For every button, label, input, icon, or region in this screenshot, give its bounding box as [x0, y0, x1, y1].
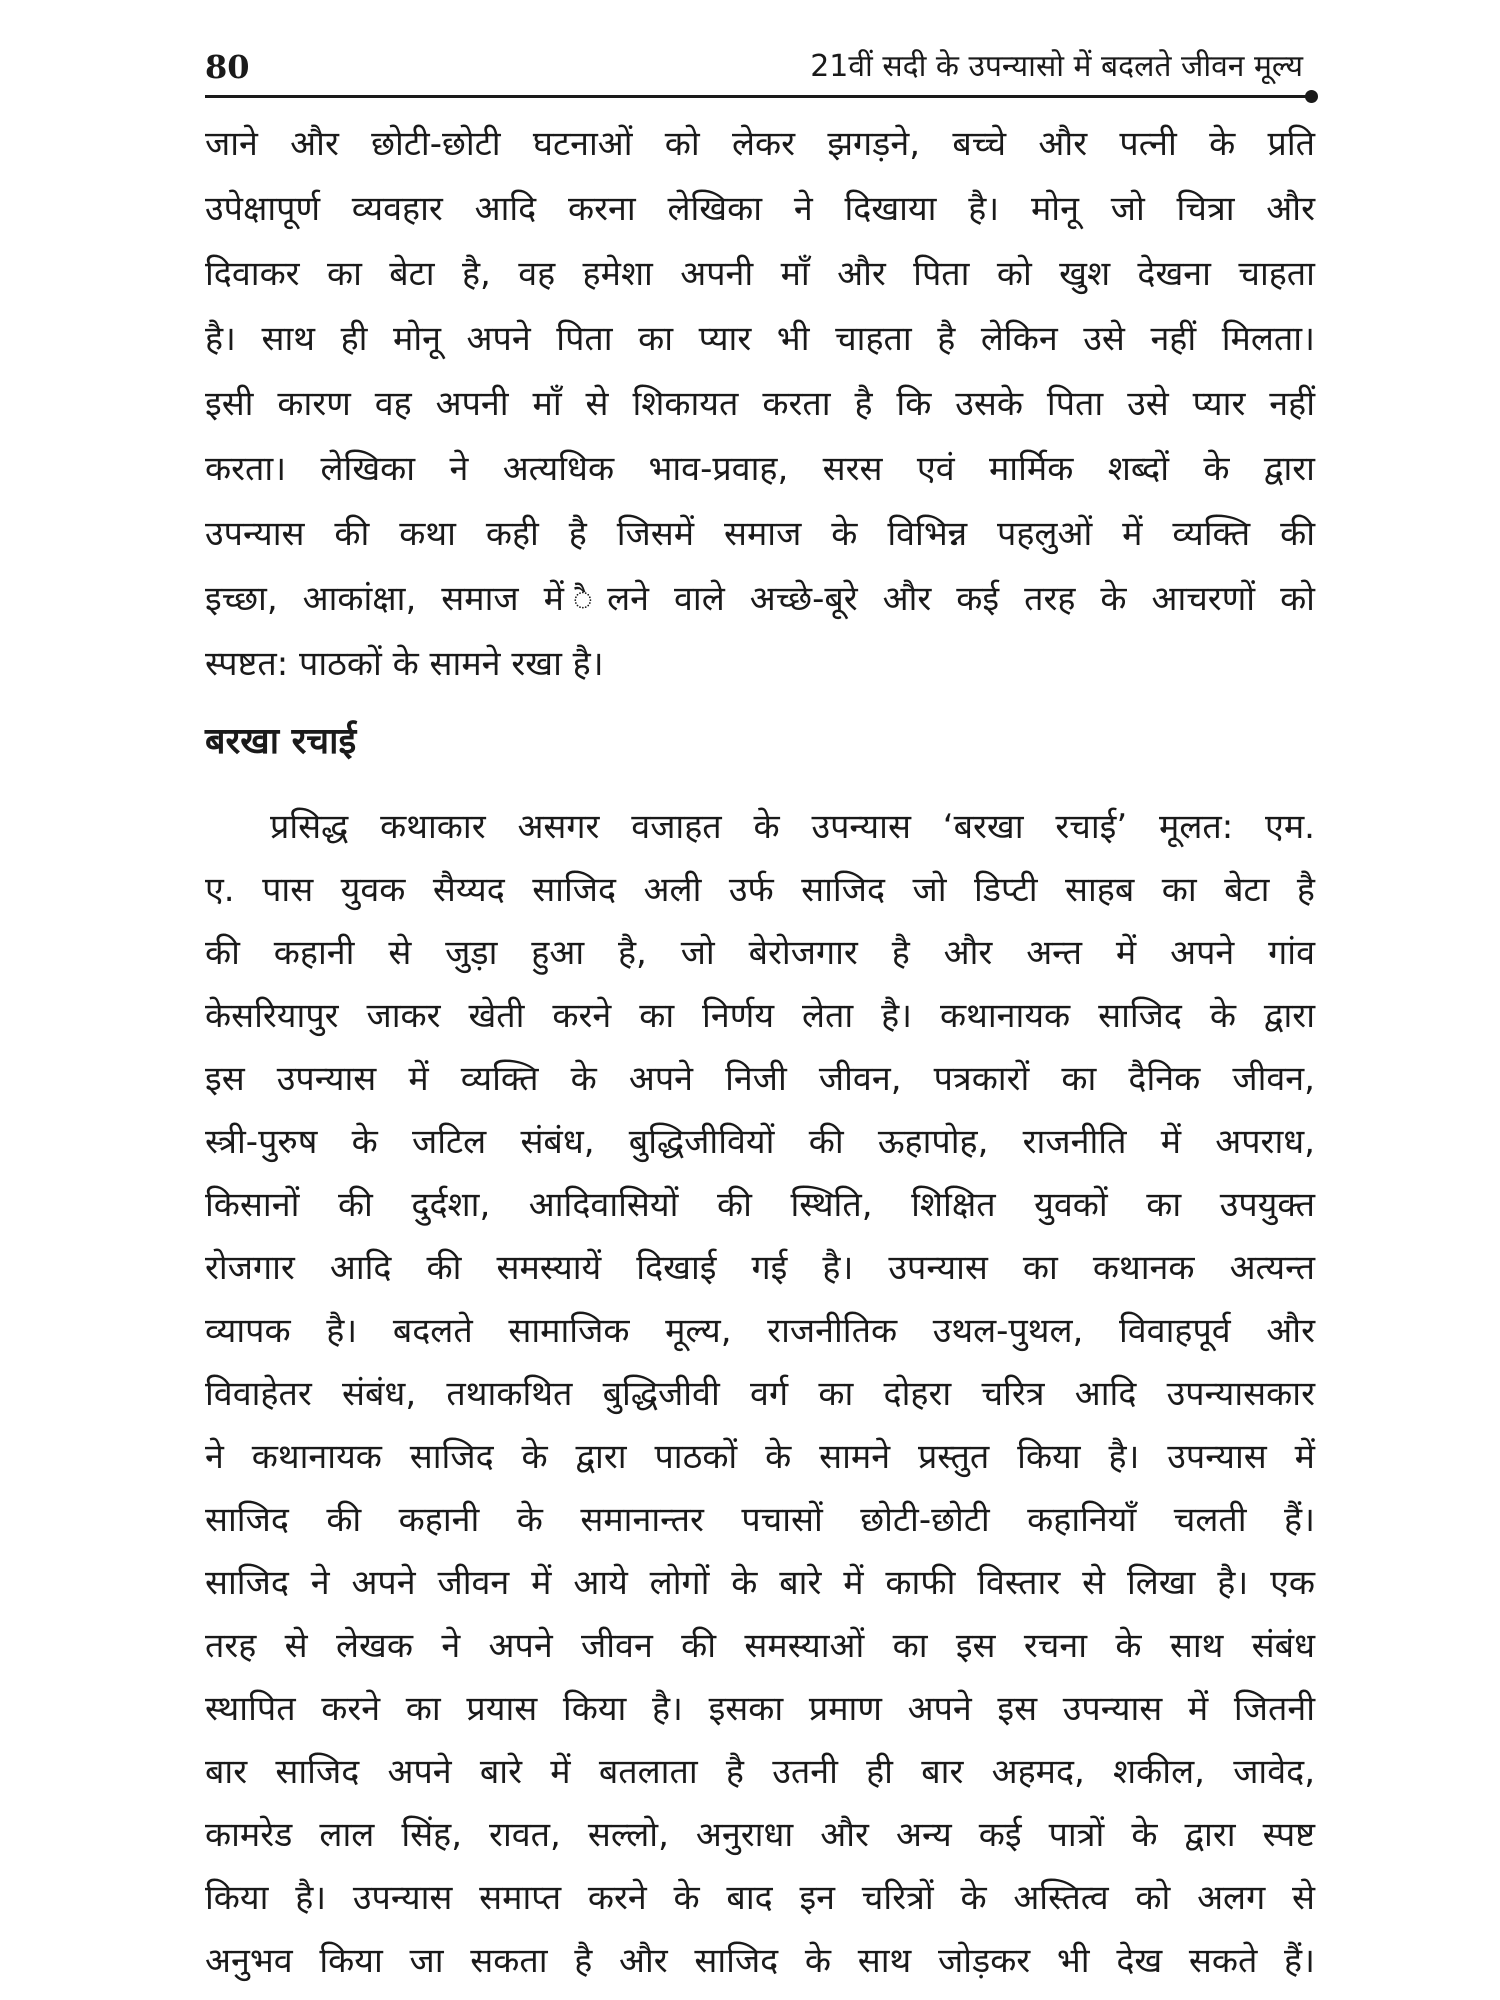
paragraph-1-line: स्पष्टत: पाठकों के सामने रखा है।	[205, 644, 604, 684]
paragraph-1-line: उपन्यास की कथा कही है जिसमें समाज के विभिन्न पहलुओं में व्यक्ति की	[205, 514, 1315, 554]
paragraph-1-line: करता। लेखिका ने अत्यधिक भाव-प्रवाह, सरस एवं मार्मिक शब्दों के द्वारा	[205, 449, 1315, 489]
paragraph-2-line: कामरेड लाल सिंह, रावत, सल्लो, अनुराधा और अन्य कई पात्रों के द्वारा स्पष्ट	[205, 1815, 1315, 1855]
paragraph-1-line: इसी कारण वह अपनी माँ से शिकायत करता है कि उसके पिता उसे प्यार नहीं	[205, 384, 1315, 424]
paragraph-2-line: ए. पास युवक सैय्यद साजिद अली उर्फ साजिद जो डिप्टी साहब का बेटा है	[205, 870, 1315, 910]
paragraph-1-line: इच्छा, आकांक्षा, समाज में ैलने वाले अच्छे-बूरे और कई तरह के आचरणों को	[205, 579, 1315, 619]
paragraph-2-line: इस उपन्यास में व्यक्ति के अपने निजी जीवन, पत्रकारों का दैनिक जीवन,	[205, 1059, 1315, 1099]
paragraph-1-line: जाने और छोटी-छोटी घटनाओं को लेकर झगड़ने, बच्चे और पत्नी के प्रति	[205, 124, 1315, 164]
paragraph-2-line: की कहानी से जुड़ा हुआ है, जो बेरोजगार है और अन्त में अपने गांव	[205, 933, 1315, 973]
page-number: 80	[205, 48, 250, 86]
running-header	[205, 42, 1315, 92]
paragraph-1-line: है। साथ ही मोनू अपने पिता का प्यार भी चाहता है लेकिन उसे नहीं मिलता।	[205, 319, 1315, 359]
paragraph-2-line: साजिद ने अपने जीवन में आये लोगों के बारे में काफी विस्तार से लिखा है। एक	[205, 1563, 1315, 1603]
paragraph-2-line: बार साजिद अपने बारे में बतलाता है उतनी ही बार अहमद, शकील, जावेद,	[205, 1752, 1315, 1792]
paragraph-2-line: किसानों की दुर्दशा, आदिवासियों की स्थिति, शिक्षित युवकों का उपयुक्त	[205, 1185, 1315, 1225]
section-heading: बरखा रचाई	[205, 721, 357, 762]
paragraph-2-line: प्रसिद्ध कथाकार असगर वजाहत के उपन्यास ‘बरखा रचाई’ मूलत: एम.	[270, 807, 1315, 847]
paragraph-2-line: केसरियापुर जाकर खेती करने का निर्णय लेता है। कथानायक साजिद के द्वारा	[205, 996, 1315, 1036]
paragraph-2-line: तरह से लेखक ने अपने जीवन की समस्याओं का इस रचना के साथ संबंध	[205, 1626, 1315, 1666]
header-rule-dot	[1305, 90, 1318, 103]
paragraph-2-line: स्थापित करने का प्रयास किया है। इसका प्रमाण अपने इस उपन्यास में जितनी	[205, 1689, 1315, 1729]
paragraph-2-line: अनुभव किया जा सकता है और साजिद के साथ जोड़कर भी देख सकते हैं।	[205, 1941, 1315, 1981]
paragraph-1-line: दिवाकर का बेटा है, वह हमेशा अपनी माँ और पिता को खुश देखना चाहता	[205, 254, 1315, 294]
paragraph-2-line: स्त्री-पुरुष के जटिल संबंध, बुद्धिजीवियों की ऊहापोह, राजनीति में अपराध,	[205, 1122, 1315, 1162]
paragraph-2-line: किया है। उपन्यास समाप्त करने के बाद इन चरित्रों के अस्तित्व को अलग से	[205, 1878, 1315, 1918]
paragraph-2-line: साजिद की कहानी के समानान्तर पचासों छोटी-छोटी कहानियाँ चलती हैं।	[205, 1500, 1315, 1540]
paragraph-2-line: ने कथानायक साजिद के द्वारा पाठकों के सामने प्रस्तुत किया है। उपन्यास में	[205, 1437, 1315, 1477]
paragraph-2-line: विवाहेतर संबंध, तथाकथित बुद्धिजीवी वर्ग का दोहरा चरित्र आदि उपन्यासकार	[205, 1374, 1315, 1414]
paragraph-1-line: उपेक्षापूर्ण व्यवहार आदि करना लेखिका ने दिखाया है। मोनू जो चित्रा और	[205, 189, 1315, 229]
paragraph-2-line: रोजगार आदि की समस्यायें दिखाई गई है। उपन्यास का कथानक अत्यन्त	[205, 1248, 1315, 1288]
header-rule	[205, 95, 1315, 98]
paragraph-2-line: व्यापक है। बदलते सामाजिक मूल्य, राजनीतिक उथल-पुथल, विवाहपूर्व और	[205, 1311, 1315, 1351]
running-title: 21वीं सदी के उपन्यासो में बदलते जीवन मूल्य	[810, 49, 1303, 84]
